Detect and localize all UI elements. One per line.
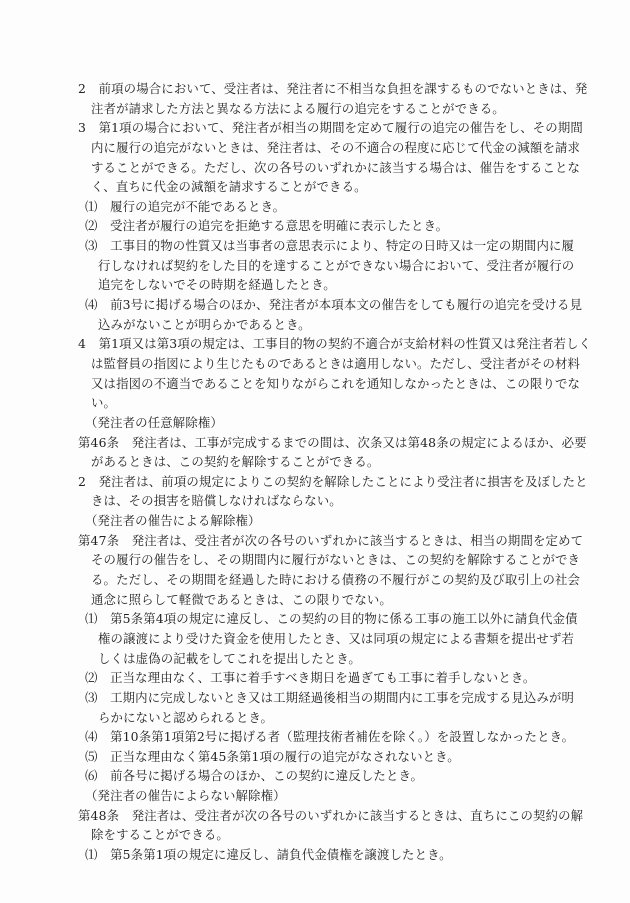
text-line: 3 第1項の場合において、発注者が相当の期間を定めて履行の追完の催告をし、その期間: [78, 120, 583, 136]
text-line: ⑴ 第5条第4項の規定に違反し、この契約の目的物に係る工事の施工以外に請負代金債: [85, 611, 578, 627]
text-line: 除をすることができる。: [91, 827, 229, 843]
text-line: は監督員の指図により生じたものであるときは適用しない。ただし、受注者がその材料: [91, 355, 581, 371]
text-line: 行しなければ契約をした目的を達することができない場合において、受注者が履行の: [98, 257, 575, 273]
text-line: 2 前項の場合において、受注者は、発注者に不相当な負担を課するものでないときは、発: [78, 81, 588, 96]
text-line: （発注者の任意解除権）: [85, 414, 223, 430]
document-page: [78, 79, 592, 865]
text-line: ⑴ 履行の追完が不能であるとき。: [85, 198, 286, 214]
text-line: （発注者の催告による解除権）: [85, 513, 261, 529]
text-line: その履行の催告をし、その期間内に履行がないときは、この契約を解除することができ: [91, 552, 581, 568]
text-line: 込みがないことが明らかであるとき。: [98, 316, 311, 332]
text-line: きは、その損害を賠償しなければならない。: [91, 493, 342, 509]
text-line: することができる。ただし、次の各号のいずれかに該当する場合は、催告をすることな: [91, 159, 581, 175]
text-line: い。: [91, 395, 117, 411]
text-line: らかにないと認められるとき。: [98, 709, 274, 725]
text-line: 権の譲渡により受けた資金を使用したとき、又は同項の規定による書類を提出せず若: [98, 630, 575, 646]
text-line: ⑹ 前各号に掲げる場合のほか、この契約に違反したとき。: [85, 768, 424, 784]
text-line: 2 発注者は、前項の規定によりこの契約を解除したことにより受注者に損害を及ぼしたと: [78, 473, 588, 489]
text-line: 注者が請求した方法と異なる方法による履行の追完をすることができる。: [91, 100, 505, 116]
text-line: ⑵ 受注者が履行の追完を拒絶する意思を明確に表示したとき。: [85, 218, 449, 234]
text-line: があるときは、この契約を解除することができる。: [91, 454, 380, 470]
text-line: 第46条 発注者は、工事が完成するまでの間は、次条又は第48条の規定によるほか、必要: [78, 434, 587, 450]
text-line: 内に履行の追完がないときは、発注者は、その不適合の程度に応じて代金の減額を請求: [91, 139, 581, 155]
text-line: ⑶ 工事目的物の性質又は当事者の意思表示により、特定の日時又は一定の期間内に履: [85, 238, 575, 254]
text-line: ⑴ 第5条第1項の規定に違反し、請負代金債権を譲渡したとき。: [85, 846, 452, 862]
text-line: 又は指図の不適当であることを知りながらこれを通知しなかったときは、この限りでな: [91, 375, 581, 391]
text-line: ⑸ 正当な理由なく第45条第1項の履行の追完がなされないとき。: [85, 748, 460, 764]
text-line: 4 第1項又は第3項の規定は、工事目的物の契約不適合が支給材料の性質又は発注者若しく: [78, 336, 592, 352]
text-line: （発注者の催告によらない解除権）: [85, 788, 286, 804]
text-line: ⑶ 工期内に完成しないとき又は工期経過後相当の期間内に工事を完成する見込みが明: [85, 689, 575, 705]
text-line: る。ただし、その期間を経過した時における債務の不履行がこの契約及び取引上の社会: [91, 572, 581, 588]
text-line: ⑷ 第10条第1項第2号に掲げる者（監理技術者補佐を除く。）を設置しなかったとき。: [85, 729, 575, 745]
text-line: 通念に照らして軽微であるときは、この限りでない。: [91, 591, 392, 607]
text-line: 追完をしないでその時期を経過したとき。: [98, 277, 336, 293]
text-line: しくは虚偽の記載をしてこれを提出したとき。: [98, 650, 361, 666]
text-line: 第47条 発注者は、受注者が次の各号のいずれかに該当するときは、相当の期間を定めて: [78, 532, 584, 548]
text-line: ⑵ 正当な理由なく、工事に着手すべき期日を過ぎても工事に着手しないとき。: [85, 670, 536, 686]
text-line: く、直ちに代金の減額を請求することができる。: [91, 179, 367, 195]
text-line: ⑷ 前3号に掲げる場合のほか、発注者が本項本文の催告をしても履行の追完を受ける見: [85, 297, 583, 313]
text-line: 第48条 発注者は、受注者が次の各号のいずれかに該当するときは、直ちにこの契約の解: [78, 807, 584, 823]
